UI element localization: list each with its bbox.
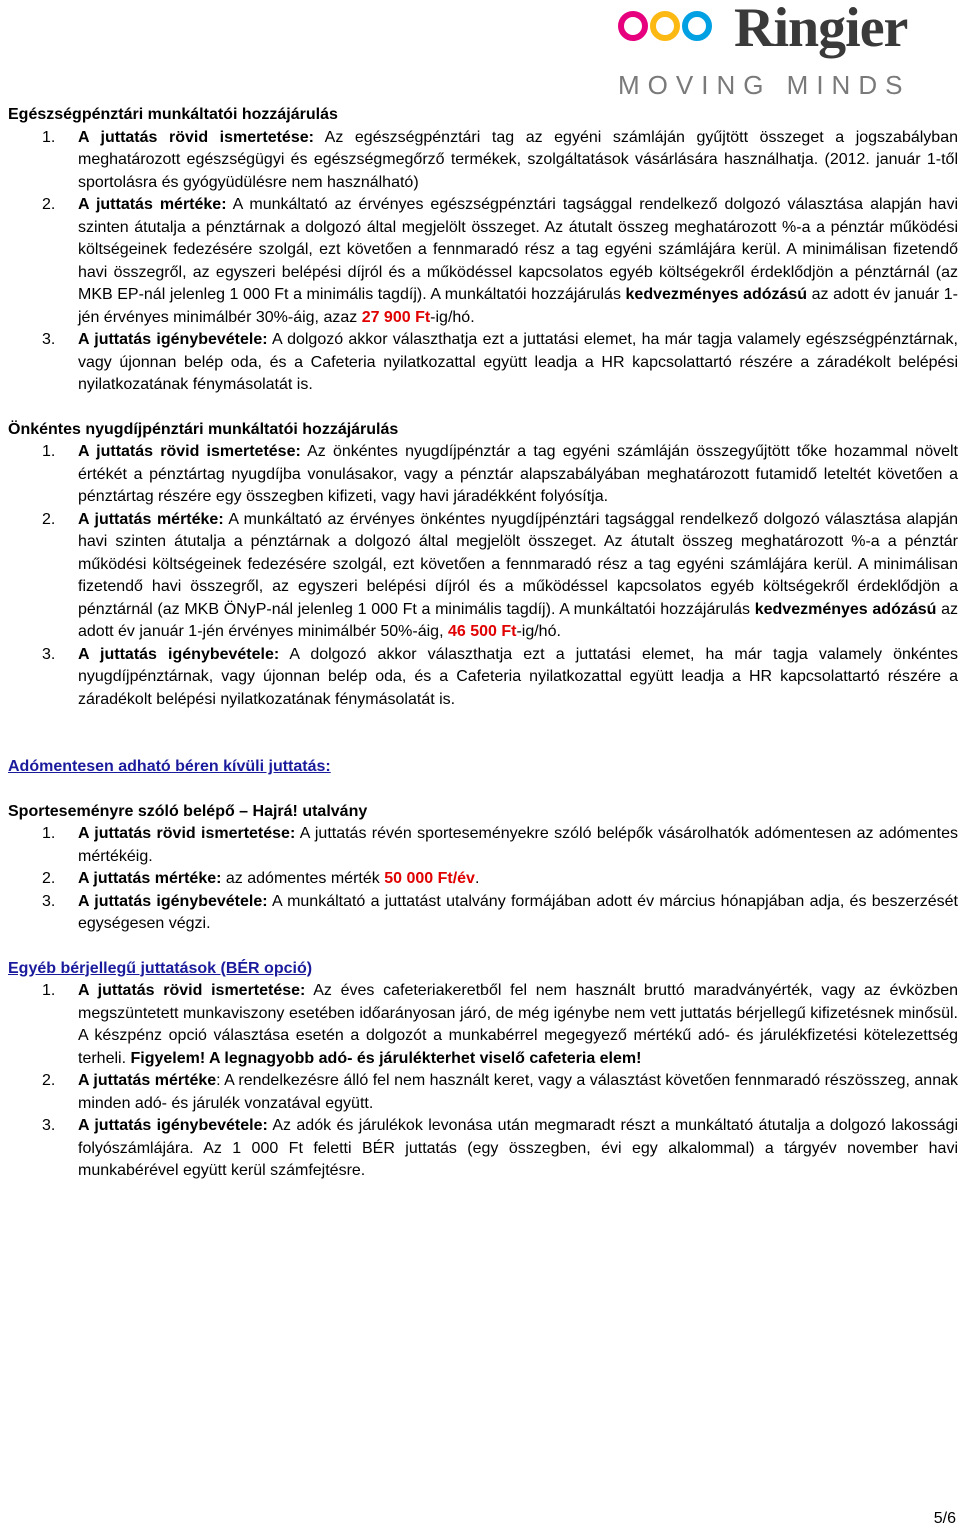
item-text-cont: az adott év január 1-jén érvényes minimálbér 50%-áig, (78, 600, 959, 640)
amount-highlight: 46 500 Ft (447, 623, 517, 640)
page-number: 5/6 (933, 1510, 956, 1527)
list-item (8, 127, 958, 195)
logo-circles (618, 6, 712, 46)
item-label: A juttatás rövid ismertetése: (78, 825, 296, 842)
taxfree-benefits-title: Adómentesen adható béren kívüli juttatás: (8, 758, 331, 775)
item-label: A juttatás igénybevétele: (78, 645, 280, 663)
item-text: Az adók és járulékok levonása után megmaradt részt a munkáltató átutalja a dolgozó lakossági folyószámlájára. Az 1 000 Ft feletti BÉR juttatás (egy összegben, évi egy alkalommal) a tárgyév november havi munkabérével együtt kerül számfejtésre. (78, 1117, 958, 1179)
document-body (8, 104, 958, 1183)
item-text: az adómentes mérték (221, 870, 385, 887)
item-text: Az éves cafeteriakeretből fel nem használt bruttó maradványérték, vagy az évközben megszüntetett munkaviszony esetében időarányosan járó, de még igénybe nem vett juttatás bérjellegű kifizetésnek minősül. A készpénz opció választása esetén a dolgozót a munkabérrel megegyező mértékű adó- és járulékfizetési kötelezettség terheli. (78, 982, 958, 1067)
item-number: 3. (42, 1117, 56, 1134)
list-item (8, 868, 958, 891)
item-text-end: -ig/hó. (516, 623, 561, 640)
item-label: A juttatás mértéke: (78, 196, 227, 213)
item-number: 2. (42, 870, 56, 887)
logo-circle-blue (682, 11, 712, 41)
list-item (8, 823, 958, 868)
amount-highlight: 27 900 Ft (361, 308, 431, 326)
item-text: Az önkéntes nyugdíjpénztár a tag egyéni számláján összegyűjtött tőke hozammal növelt értékét a pénztártag nyugdíjba vonulásakor, vagy a pénztár alapszabályában meghatározott futamidő leteltét követően a pénztártag részére egy összegben kifizeti, vagy havi járadékként folyósítja. (78, 443, 958, 505)
list-item (8, 644, 958, 712)
item-label: A juttatás igénybevétele: (78, 1117, 268, 1134)
item-text: A munkáltató a juttatást utalvány formájában adott év március hónapjában adja, és beszerzését egységesen végzi. (78, 892, 959, 932)
item-number: 2. (42, 1072, 56, 1089)
ringier-logo (618, 2, 938, 102)
item-text: Az egészségpénztári tag az egyéni számláján gyűjtött összeget a jogszabályban meghatározott egészségügyi és egészségmegőrző termékek, szolgáltatások vásárlására használhatja. (2012. január 1-től sportolásra és gyógyüdülésre nem használható) (78, 128, 959, 191)
list-item (8, 194, 958, 329)
item-number: 3. (42, 645, 56, 663)
item-text-end: . (474, 870, 480, 887)
item-number: 3. (42, 331, 56, 348)
item-number: 3. (42, 892, 56, 910)
item-number: 2. (42, 196, 56, 213)
list-item (8, 1070, 958, 1115)
item-bold-text: kedvezményes adózású (754, 600, 937, 618)
item-label: A juttatás mértéke: (78, 870, 222, 887)
amount-highlight: 50 000 Ft/év (384, 870, 475, 887)
list-item (8, 509, 958, 644)
item-label: A juttatás rövid ismertetése: (78, 982, 306, 999)
section-heading-pension-fund: Önkéntes nyugdíjpénztári munkáltatói hozzájárulás (8, 420, 399, 438)
item-bold-text: kedvezményes adózású (625, 286, 808, 303)
list-item (8, 891, 958, 936)
warning-text: Figyelem! A legnagyobb adó- és járulékterhet viselő cafeteria elem! (130, 1049, 642, 1067)
list-item (8, 1115, 958, 1183)
item-label: A juttatás igénybevétele: (78, 892, 268, 910)
item-text: A munkáltató az érvényes önkéntes nyugdíjpénztári tagsággal rendelkező dolgozó választása alapján havi szinten átutalja a pénztárnak a dolgozó által megjelölt összeget. Az átutalt összeg meghatározott %-a a pénztár működési költségeinek fedezésére szolgál, ezt követően a fennmaradó rész a tag egyéni számlájára kerül. A minimálisan fizetendő havi összegről, az egyszeri belépési díjról és a működéssel kapcsolatos egyéb költségekről érdeklődjön a pénztárnál (az MKB ÖNyP-nál jelenleg 1 000 Ft a minimális tagdíj). A munkáltatói hozzájárulás (78, 510, 959, 618)
item-text-cont: az adott év január 1-jén érvényes minimálbér 30%-áig, azaz (78, 286, 959, 326)
item-number: 1. (42, 443, 56, 460)
item-text: A dolgozó akkor választhatja ezt a juttatási elemet, ha már tagja valamely önkéntes nyugdíjpénztárnak, vagy újonnan belép oda, és a Cafeteria nyilatkozattal együtt leadja a HR kapcsolattartó részére a záradékolt belépési nyilatkozatának fénymásolatát is. (78, 645, 959, 708)
item-label: A juttatás mértéke (78, 1072, 217, 1089)
logo-circle-yellow (650, 11, 680, 41)
item-label: A juttatás rövid ismertetése: (78, 128, 314, 146)
item-number: 1. (42, 825, 56, 842)
item-label: A juttatás igénybevétele: (78, 331, 268, 348)
section-heading-health-fund: Egészségpénztári munkáltatói hozzájárulás (8, 106, 338, 123)
item-number: 1. (42, 982, 56, 999)
item-number: 1. (42, 128, 56, 146)
logo-wordmark: Ringier (734, 0, 908, 59)
item-text: A munkáltató az érvényes egészségpénztári tagsággal rendelkező dolgozó választása alapján havi szinten átutalja a pénztárnak a dolgozó által megjelölt összeget. Az átutalt összeg meghatározott %-a a pénztár működési költségeinek fedezésére szolgál, ezt követően a fennmaradó rész a tag egyéni számlájára kerül. A minimálisan fizetendő havi összegről, az egyszeri belépési díjról és a működéssel kapcsolatos egyéb költségekről érdeklődjön a pénztárnál (az MKB EP-nál jelenleg 1 000 Ft a minimális tagdíj). A munkáltatói hozzájárulás (78, 196, 959, 303)
logo-tagline: MOVING MINDS (618, 70, 911, 100)
item-label: A juttatás rövid ismertetése: (78, 443, 301, 460)
list-item (8, 441, 958, 509)
other-benefits-title: Egyéb bérjellegű juttatások (BÉR opció) (8, 959, 313, 977)
item-text: A dolgozó akkor választhatja ezt a juttatási elemet, ha már tagja valamely egészségpénztárnak, vagy újonnan belép oda, és a Cafeteria nyilatkozattal együtt leadja a HR kapcsolattartó részére a záradékolt belépési nyilatkozatának fénymásolatát is. (78, 331, 959, 393)
item-label: A juttatás mértéke: (78, 510, 224, 528)
item-text: A juttatás révén sporteseményekre szóló belépők vásárolhatók adómentesen az adómentes mértékéig. (78, 825, 958, 865)
section-heading-sport-voucher: Sporteseményre szóló belépő – Hajrá! utalvány (8, 802, 368, 820)
item-text-end: -ig/hó. (430, 308, 475, 326)
logo-circle-pink (618, 11, 648, 41)
list-item (8, 329, 958, 397)
item-text: : A rendelkezésre álló fel nem használt keret, vagy a választást követően fennmaradó részösszeg, annak minden adó- és járulék vonzatával együtt. (78, 1072, 958, 1112)
list-item (8, 980, 958, 1070)
item-number: 2. (42, 510, 56, 528)
